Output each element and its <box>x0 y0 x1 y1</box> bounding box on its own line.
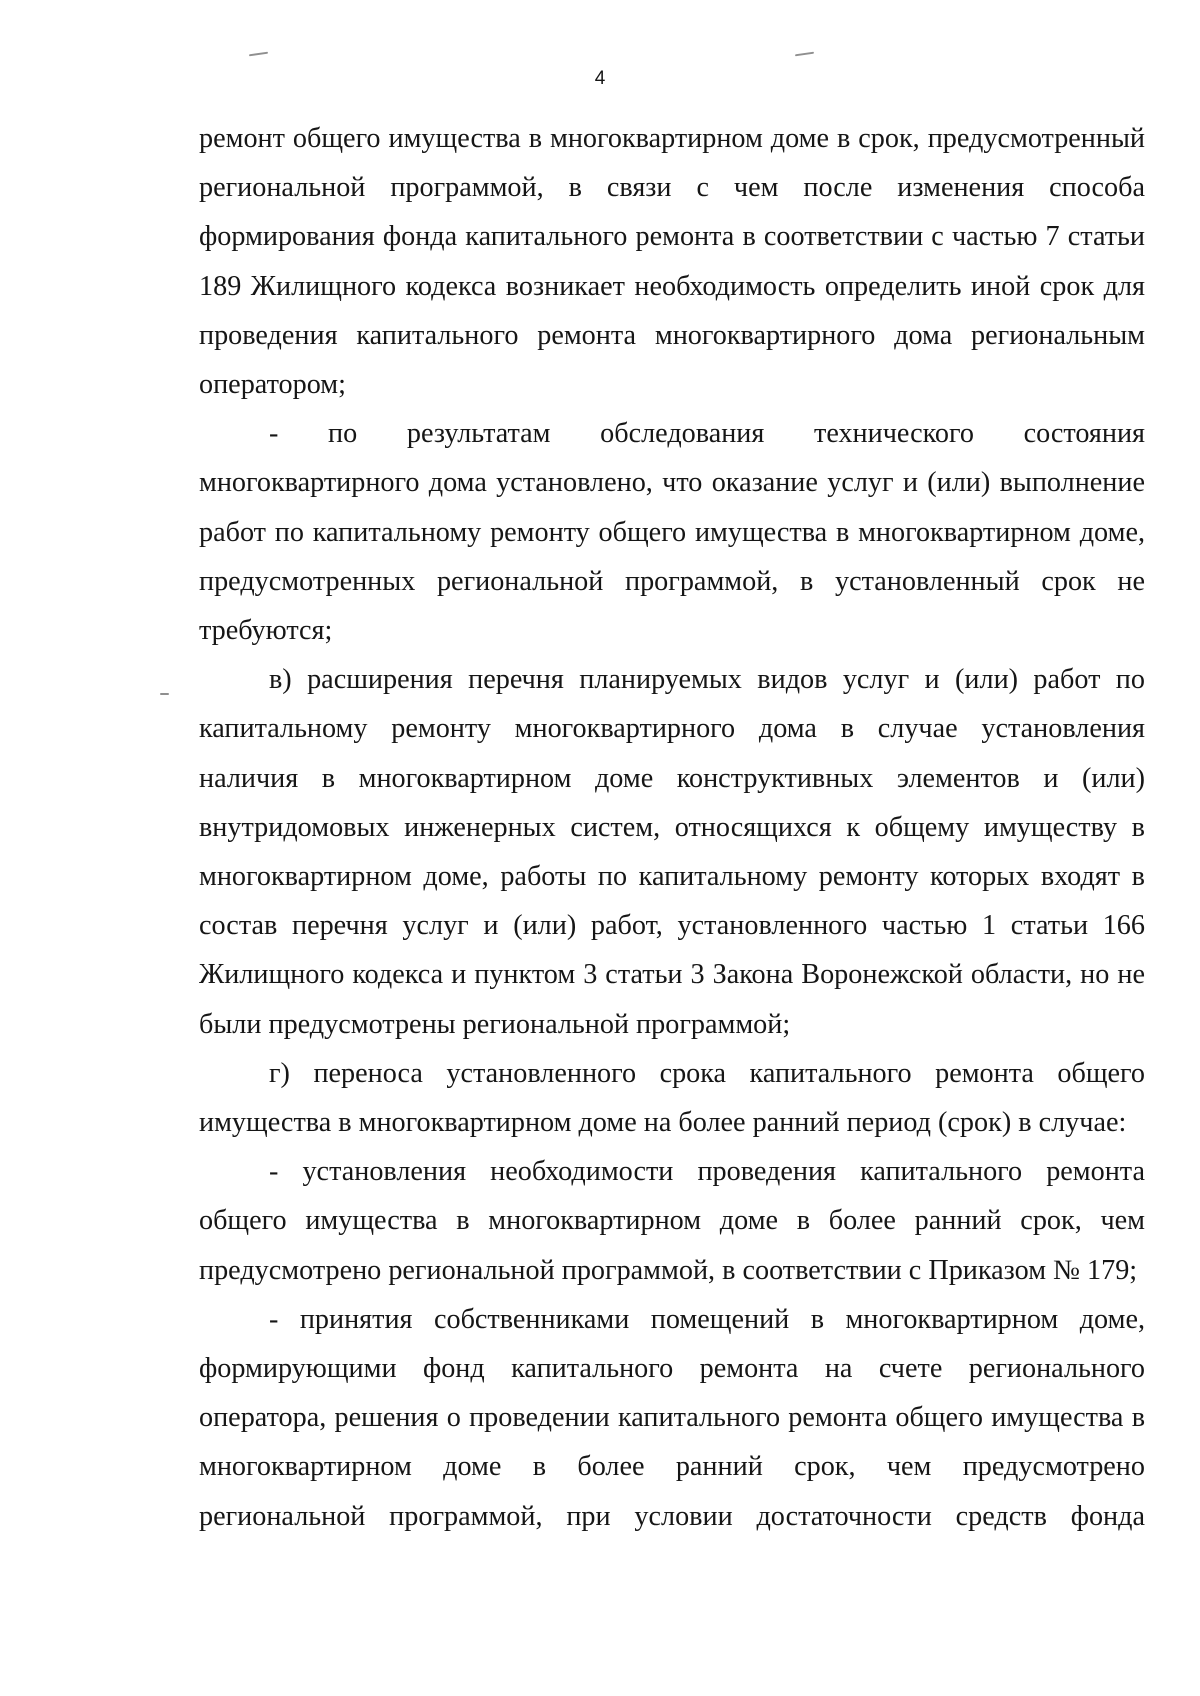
paragraph-item-v: в) расширения перечня планируемых видов услуг и (или) работ по капитальному ремонту многоквартирного дома в случае установления наличия в многоквартирном доме конструктивных элементов и (или) внутридомовых инженерных систем, относящихся к общему имуществу в многоквартирном доме, работы по капитальному ремонту которых входят в состав перечня услуг и (или) работ, установленного частью 1 статьи 166 Жилищного кодекса и пунктом 3 статьи 3 Закона Воронежской области, но не были предусмотрены региональной программой; <box>199 664 1145 1040</box>
scan-mark-left <box>249 52 268 57</box>
paragraph-owners-decision: - принятия собственниками помещений в многоквартирном доме, формирующими фонд капитального ремонта на счете регионального оператора, решения о проведении капитального ремонта общего имущества в многоквартирном доме в более ранний срок, чем предусмотрено региональной программой, при условии достаточности средств фонда <box>199 1303 1145 1532</box>
paragraph-earlier-repair-need: - установления необходимости проведения капитального ремонта общего имущества в многоквартирном доме в более ранний срок, чем предусмотрено региональной программой, в соответствии с Приказом № 179; <box>199 1156 1145 1286</box>
paragraph-continuation: ремонт общего имущества в многоквартирном доме в срок, предусмотренный региональной программой, в связи с чем после изменения способа формирования фонда капитального ремонта в соответствии с частью 7 статьи 189 Жилищного кодекса возникает необходимость определить иной срок для проведения капитального ремонта многоквартирного дома региональным оператором; <box>199 123 1145 401</box>
scan-mark-margin <box>160 693 169 695</box>
page-number: 4 <box>594 68 606 89</box>
document-body <box>199 114 1145 1541</box>
paragraph-technical-inspection: - по результатам обследования технического состояния многоквартирного дома установлено, что оказание услуг и (или) выполнение работ по капитальному ремонту общего имущества в многоквартирном доме, предусмотренных региональной программой, в установленный срок не требуются; <box>199 418 1145 647</box>
scan-mark-right <box>795 52 814 57</box>
paragraph-item-g: г) переноса установленного срока капитального ремонта общего имущества в многоквартирном доме на более ранний период (срок) в случае: <box>199 1057 1145 1139</box>
